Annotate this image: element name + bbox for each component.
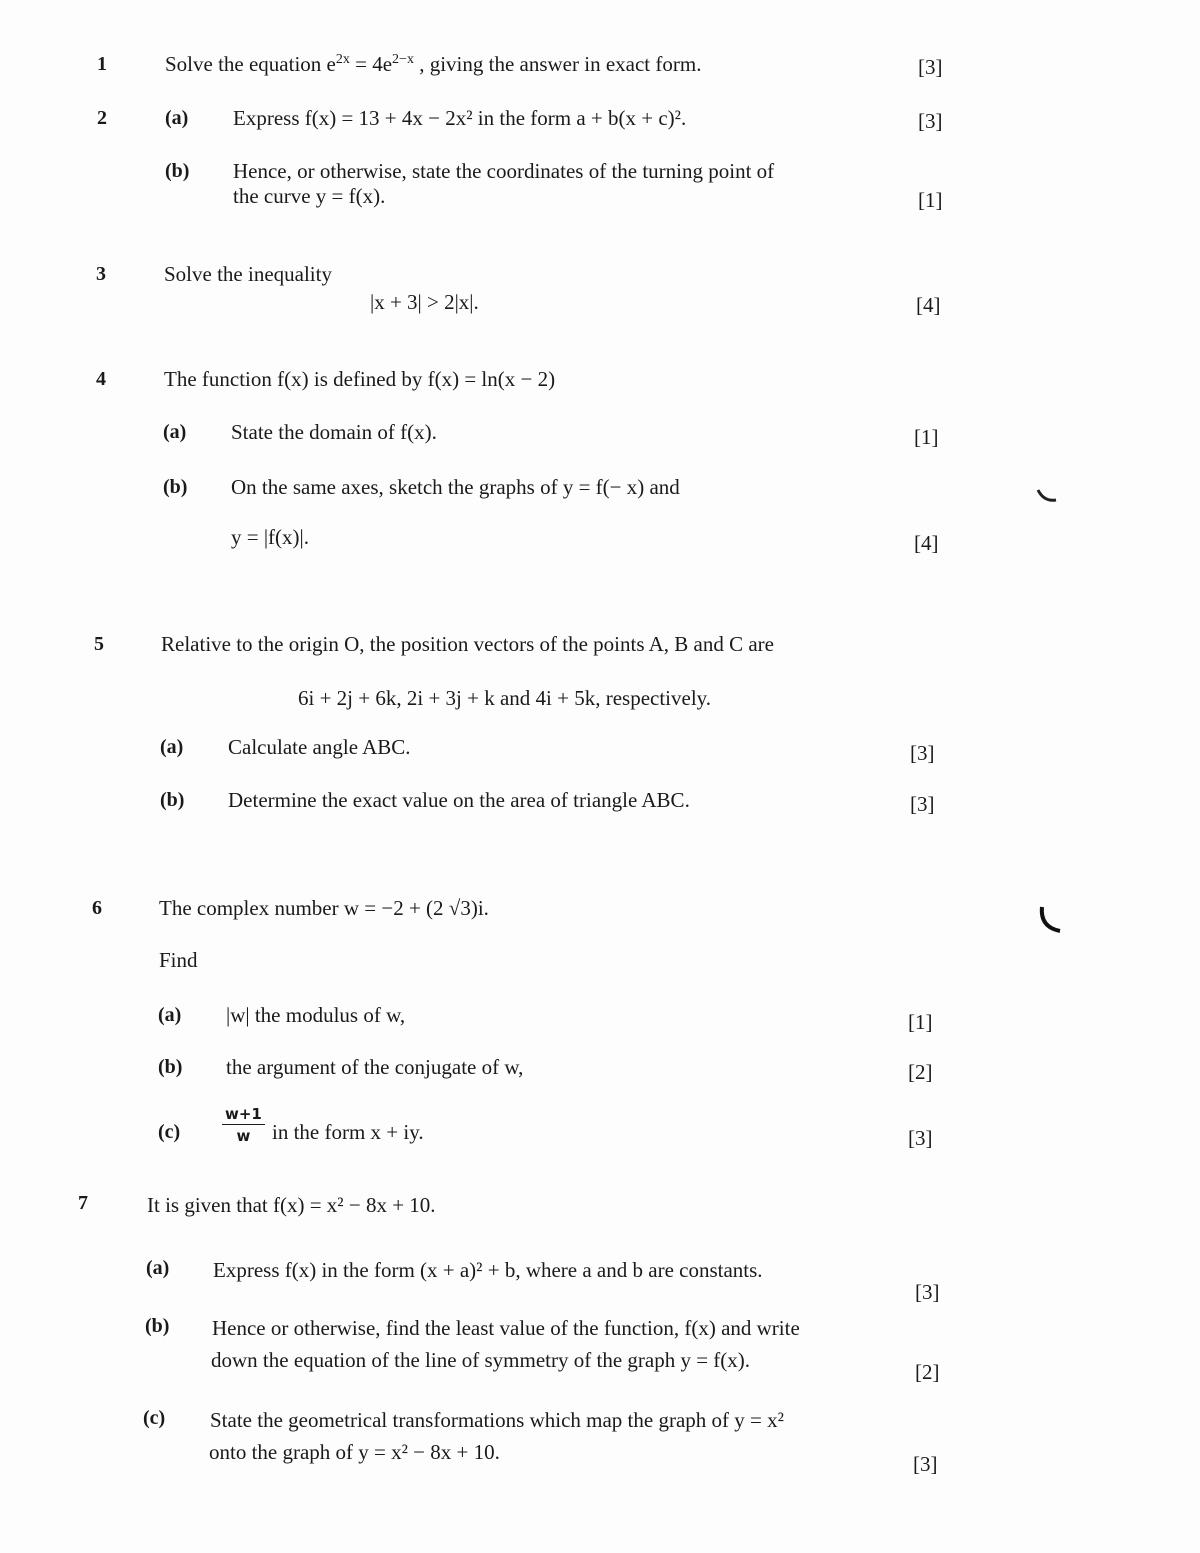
question-6-text: The complex number w = −2 + (2 √3)i. <box>159 896 489 920</box>
question-3-expression: |x + 3| > 2|x|. <box>370 290 479 314</box>
question-7c-marks: [3] <box>913 1452 938 1476</box>
question-7b-line2: down the equation of the line of symmetry of the graph y = f(x). <box>211 1348 751 1372</box>
question-number-6: 6 <box>92 897 102 919</box>
question-6c-marks: [3] <box>908 1126 933 1150</box>
question-7b-line1: Hence or otherwise, find the least value of the function, f(x) and write <box>212 1316 800 1340</box>
question-number-1: 1 <box>97 53 107 75</box>
question-6a-marks: [1] <box>908 1010 933 1034</box>
question-7a-text: Express f(x) in the form (x + a)² + b, where a and b are constants. <box>213 1258 763 1282</box>
question-2b-label: (b) <box>165 160 190 182</box>
question-4a-marks: [1] <box>914 425 939 449</box>
question-6c-label: (c) <box>158 1121 181 1143</box>
question-3-marks: [4] <box>916 293 941 317</box>
question-5-vectors: 6i + 2j + 6k, 2i + 3j + k and 4i + 5k, respectively. <box>298 686 712 710</box>
question-5b-label: (b) <box>160 789 185 811</box>
question-6a-label: (a) <box>158 1004 182 1026</box>
question-7a-marks: [3] <box>915 1280 940 1304</box>
question-1-text: Solve the equation $e^{2x} = 4e^{2-x}$ , giving the answer in exact form. <box>165 52 702 76</box>
question-2a-label: (a) <box>165 107 189 129</box>
question-7c-line2: onto the graph of y = x² − 8x + 10. <box>209 1440 500 1464</box>
question-4b-line1: On the same axes, sketch the graphs of y = f(− x) and <box>231 475 680 499</box>
question-5b-marks: [3] <box>910 792 935 816</box>
question-4b-label: (b) <box>163 476 188 498</box>
question-4a-label: (a) <box>163 421 187 443</box>
question-6-find: Find <box>159 948 198 972</box>
fraction-numerator: w+1 <box>222 1105 265 1125</box>
question-2b-marks: [1] <box>918 188 943 212</box>
question-5a-label: (a) <box>160 736 184 758</box>
question-3-text: Solve the inequality <box>164 262 332 286</box>
question-5a-text: Calculate angle ABC. <box>228 735 411 759</box>
question-6b-marks: [2] <box>908 1060 933 1084</box>
question-6c-text: in the form x + iy. <box>272 1120 424 1144</box>
question-4b-line2: y = |f(x)|. <box>231 525 309 549</box>
question-5a-marks: [3] <box>910 741 935 765</box>
question-6a-text: |w| the modulus of w, <box>226 1003 406 1027</box>
question-2a-marks: [3] <box>918 109 943 133</box>
question-2b-line2: the curve y = f(x). <box>233 184 386 208</box>
question-number-3: 3 <box>96 263 106 285</box>
question-6b-text: the argument of the conjugate of w, <box>226 1055 524 1079</box>
question-7a-label: (a) <box>146 1257 170 1279</box>
scan-smudge-icon <box>1036 905 1064 939</box>
question-number-4: 4 <box>96 368 106 390</box>
question-number-5: 5 <box>94 633 104 655</box>
question-7-text: It is given that f(x) = x² − 8x + 10. <box>147 1193 436 1217</box>
question-1-marks: [3] <box>918 55 943 79</box>
question-2a-text: Express f(x) = 13 + 4x − 2x² in the form a + b(x + c)². <box>233 106 687 130</box>
question-number-2: 2 <box>97 107 107 129</box>
question-7b-label: (b) <box>145 1315 170 1337</box>
fraction-denominator: w <box>236 1127 251 1145</box>
question-7c-label: (c) <box>143 1407 166 1429</box>
question-4a-text: State the domain of f(x). <box>231 420 437 444</box>
question-5b-text: Determine the exact value on the area of triangle ABC. <box>228 788 690 812</box>
question-4b-marks: [4] <box>914 531 939 555</box>
question-6b-label: (b) <box>158 1056 183 1078</box>
question-7c-line1: State the geometrical transformations which map the graph of y = x² <box>210 1408 784 1432</box>
question-number-7: 7 <box>78 1192 88 1214</box>
question-2b-line1: Hence, or otherwise, state the coordinates of the turning point of <box>233 159 775 183</box>
scan-smudge-icon <box>1036 486 1060 506</box>
question-6c-fraction <box>222 1105 265 1145</box>
question-7b-marks: [2] <box>915 1360 940 1384</box>
question-4-text: The function f(x) is defined by f(x) = ln(x − 2) <box>164 367 556 391</box>
question-5-text: Relative to the origin O, the position vectors of the points A, B and C are <box>161 632 774 656</box>
